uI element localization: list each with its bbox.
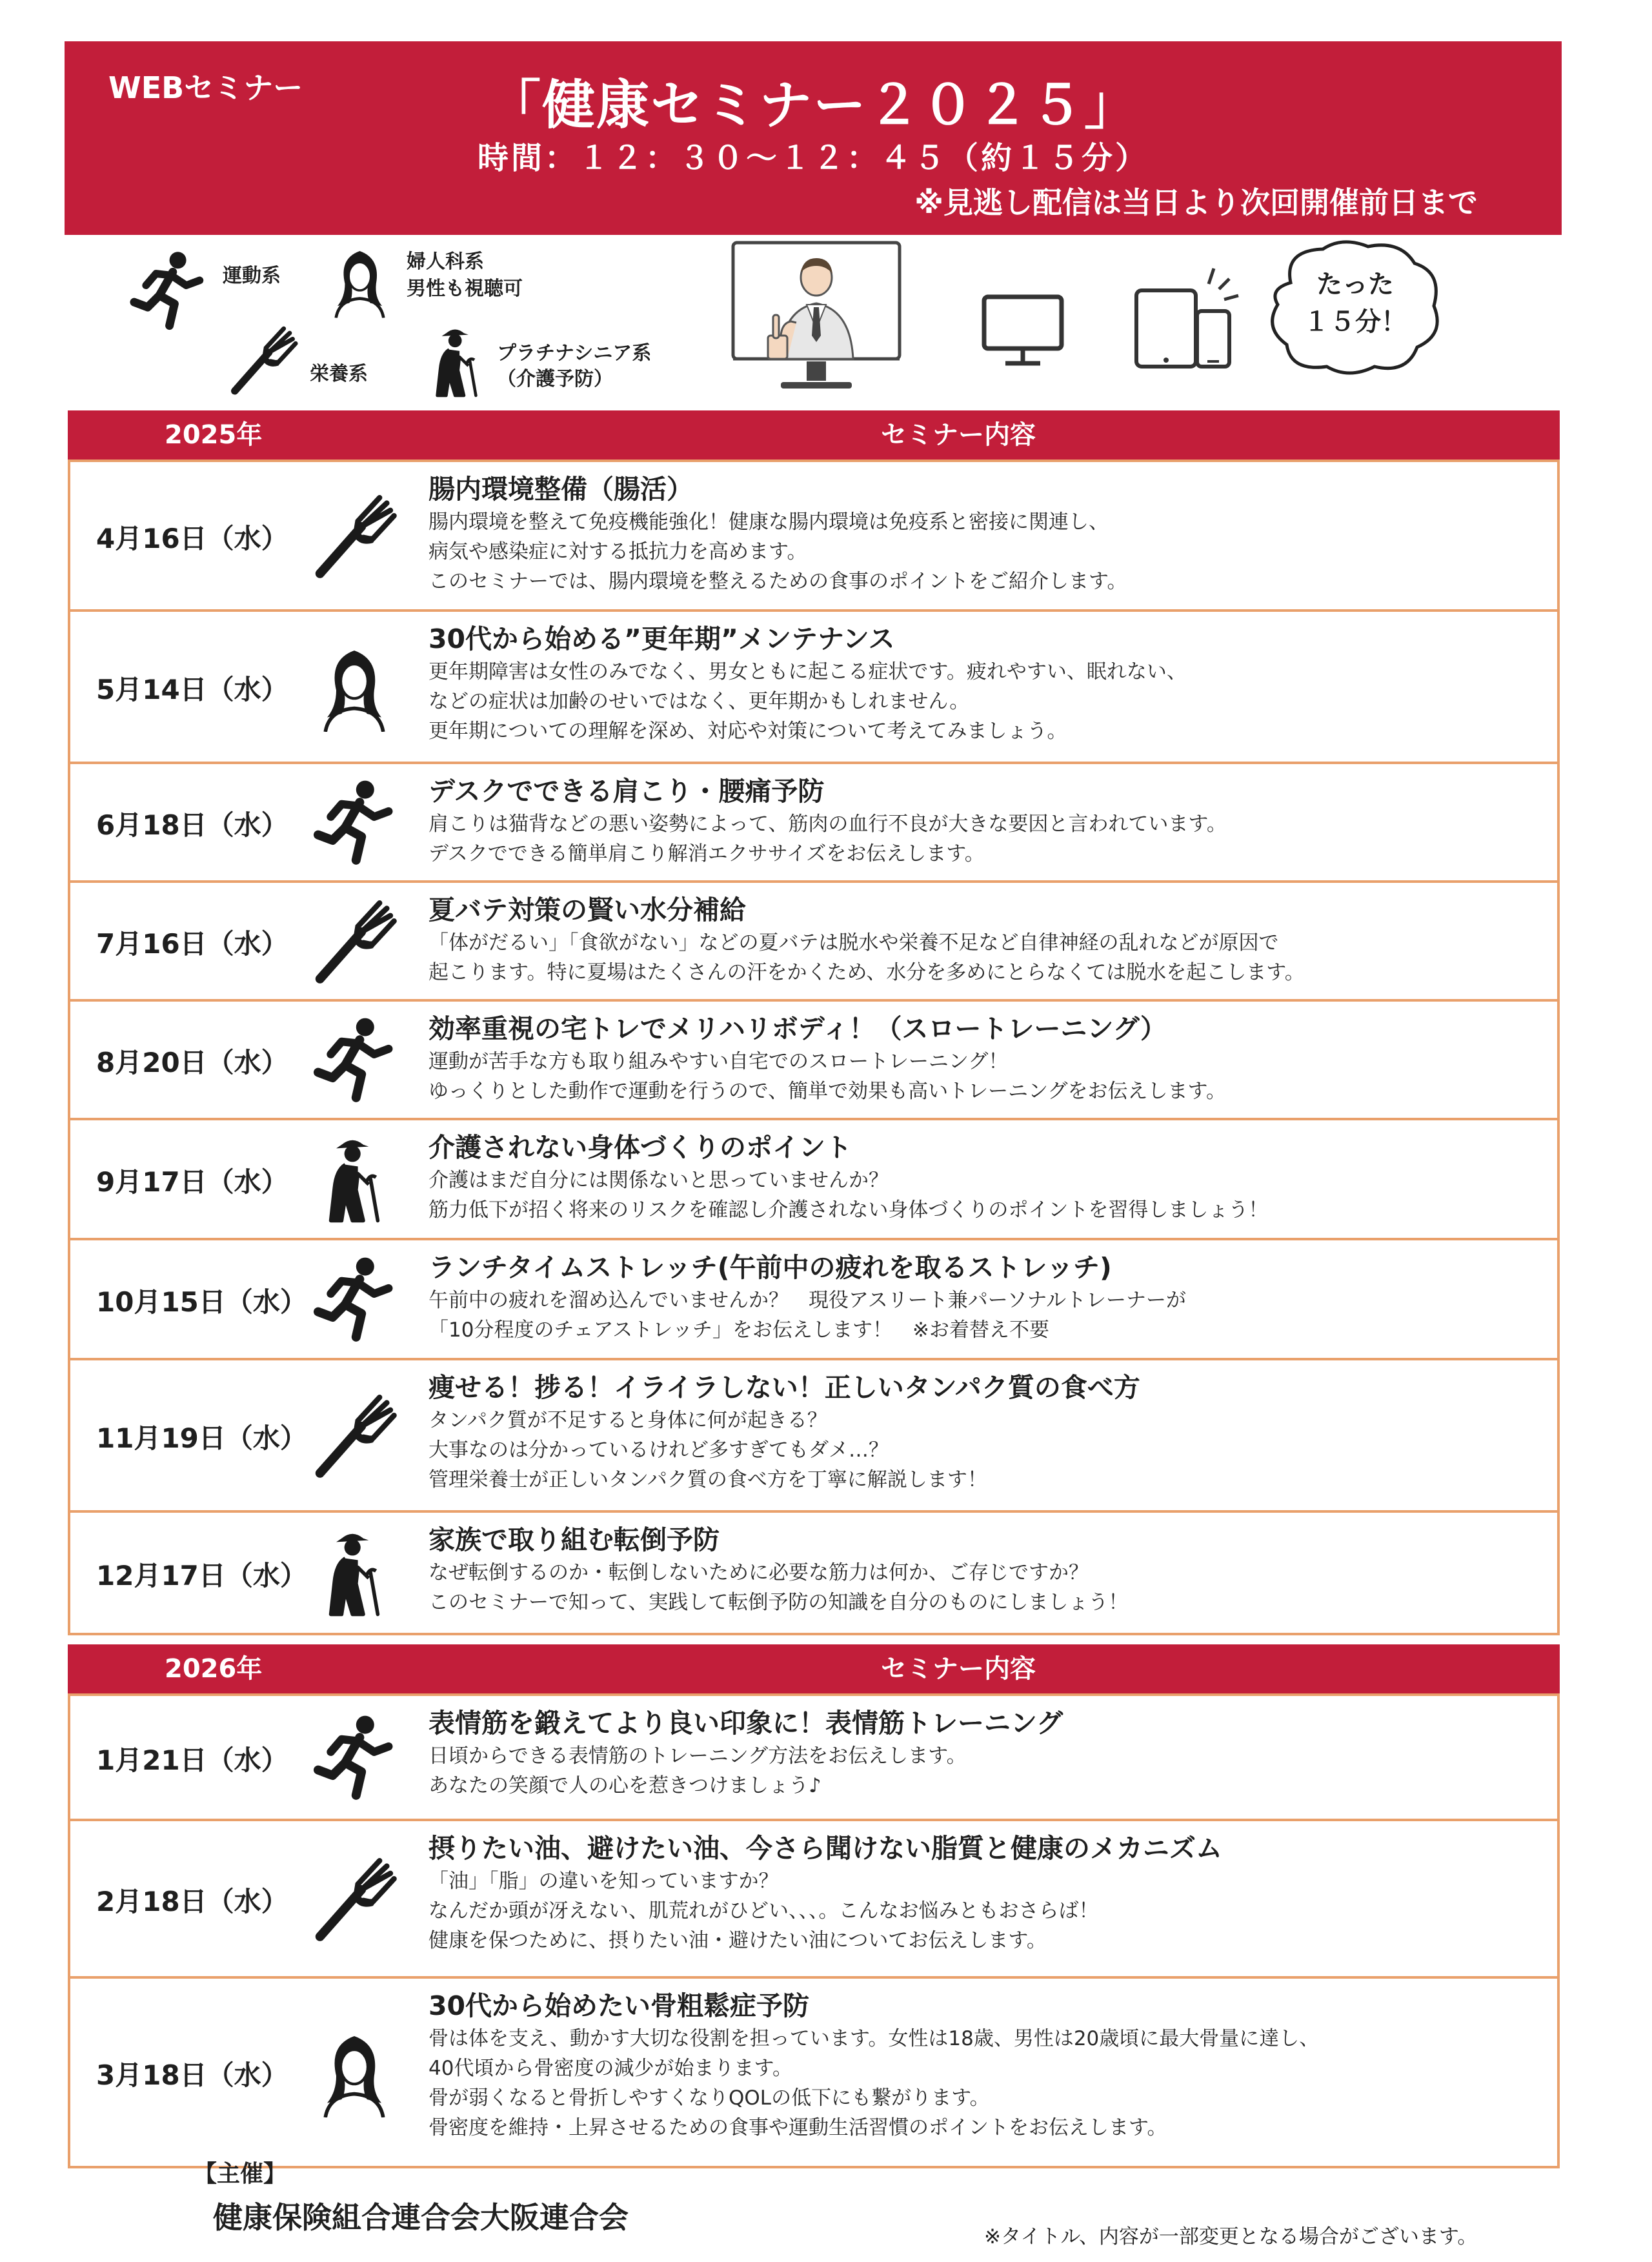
seminar-content — [428, 773, 1552, 869]
seminar-date: 8月20日（水） — [96, 1047, 288, 1078]
seminar-row — [70, 1510, 1557, 1633]
seminar-date: 12月17日（水） — [96, 1560, 307, 1591]
seminar-content — [428, 471, 1552, 596]
legend-senior-1: プラチナシニア系 — [497, 342, 652, 365]
seminar-row — [70, 1358, 1557, 1510]
seminar-date: 5月14日（水） — [96, 674, 288, 705]
seminar-description-line: このセミナーで知って、実践して転倒予防の知識を自分のものにしましょう！ — [428, 1591, 1129, 1614]
woman-icon — [323, 239, 397, 323]
seminar-date: 3月18日（水） — [96, 2059, 288, 2091]
seminar-row — [70, 1118, 1557, 1238]
seminar-description-line: などの症状は加齢のせいではなく、更年期かもしれません。 — [428, 690, 970, 713]
schedule-2026 — [68, 1644, 1560, 2168]
seminar-title: 腸内環境整備（腸活） — [428, 474, 693, 505]
seminar-description-line: ゆっくりとした動作で運動を行うので、簡単で効果も高いトレーニングをお伝えします。 — [428, 1080, 1226, 1103]
seminar-description-line: 骨が弱くなると骨折しやすくなりQOLの低下にも繋がります。 — [428, 2086, 990, 2110]
seminar-title: 30代から始める”更年期”メンテナンス — [428, 623, 895, 654]
seminar-content — [428, 1522, 1552, 1617]
year-label: 2025年 — [165, 420, 263, 450]
web-seminar-label: WEBセミナー — [108, 70, 303, 105]
tablet-phone-icon — [1133, 265, 1242, 371]
time-info: 時間：１２：３０～１２：４５（約１５分） — [477, 140, 1149, 176]
host-label: 【主催】 — [194, 2161, 287, 2187]
year-header-2025 — [68, 410, 1560, 459]
seminar-row — [70, 459, 1557, 609]
seminar-title: 効率重視の宅トレでメリハリボディ！（スロートレーニング） — [428, 1013, 1167, 1044]
seminar-description-line: 介護はまだ自分には関係ないと思っていませんか？ — [428, 1169, 889, 1192]
seminar-date: 4月16日（水） — [96, 523, 288, 554]
seminar-content — [428, 1129, 1552, 1225]
seminar-title: 家族で取り組む転倒予防 — [428, 1524, 720, 1555]
seminar-date: 2月18日（水） — [96, 1886, 288, 1917]
bubble-text — [1265, 266, 1446, 341]
seminar-date: 1月21日（水） — [96, 1744, 288, 1776]
column-label: セミナー内容 — [881, 1654, 1036, 1684]
seminar-description-line: 健康を保つために、摂りたい油・避けたい油についてお伝えします。 — [428, 1929, 1047, 1952]
senior-icon — [309, 1528, 399, 1618]
seminar-content — [428, 1705, 1552, 1801]
seminar-description-line: 「体がだるい」「食欲がない」などの夏バテは脱水や栄養不足など自律神経の乱れなどが原因で — [428, 931, 1279, 954]
seminar-row — [70, 762, 1557, 880]
disclaimer: ※タイトル、内容が一部変更となる場合がございます。 — [984, 2225, 1478, 2248]
seminar-title: 夏バテ対策の賢い水分補給 — [428, 894, 746, 925]
seminar-description-line: 更年期障害は女性のみでなく、男女ともに起こる症状です。疲れやすい、眠れない、 — [428, 660, 1187, 683]
seminar-row — [70, 880, 1557, 999]
seminar-description-line: 骨密度を維持・上昇させるための食事や運動生活習慣のポイントをお伝えします。 — [428, 2116, 1167, 2139]
seminar-description-line: 「油」「脂」の違いを知っていますか？ — [428, 1870, 779, 1893]
seminar-description-line: 肩こりは猫背などの悪い姿勢によって、筋肉の血行不良が大きな要因と言われています。 — [428, 813, 1227, 836]
column-label: セミナー内容 — [881, 420, 1036, 450]
seminar-date: 7月16日（水） — [96, 928, 288, 960]
seminar-title: 30代から始めたい骨粗鬆症予防 — [428, 1990, 810, 2021]
seminar-date: 11月19日（水） — [96, 1422, 307, 1454]
seminar-description-line: なぜ転倒するのか・転倒しないために必要な筋力は何か、ご存じですか？ — [428, 1561, 1089, 1584]
monitor-icon — [981, 294, 1065, 370]
legend-senior-2: （介護予防） — [497, 368, 613, 390]
page-title: 「健康セミナー２０２５」 — [487, 75, 1138, 136]
seminar-date: 6月18日（水） — [96, 809, 288, 841]
seminar-description-line: 更年期についての理解を深め、対応や対策について考えてみましょう。 — [428, 720, 1067, 743]
replay-note: ※見逃し配信は当日より次回開催前日まで — [914, 185, 1478, 220]
seminar-description-line: 大事なのは分かっているけれど多すぎてもダメ…？ — [428, 1439, 889, 1462]
seminar-title: 表情筋を鍛えてより良い印象に！表情筋トレーニング — [428, 1708, 1063, 1739]
seminar-content — [428, 1988, 1552, 2143]
seminar-date: 9月17日（水） — [96, 1166, 288, 1198]
seminar-description-line: 40代頃から骨密度の減少が始まります。 — [428, 2057, 792, 2080]
bubble-line-2: １５分！ — [1304, 307, 1407, 337]
seminar-description-line: 管理栄養士が正しいタンパク質の食べ方を丁寧に解説します！ — [428, 1468, 987, 1491]
fork-icon — [309, 490, 399, 581]
seminar-list — [68, 459, 1560, 1635]
seminar-title: ランチタイムストレッチ(午前中の疲れを取るストレッチ) — [428, 1252, 1112, 1283]
seminar-description-line: タンパク質が不足すると身体に何が起きる？ — [428, 1409, 827, 1432]
seminar-description-line: 病気や感染症に対する抵抗力を高めます。 — [428, 540, 807, 563]
legend-nutrition: 栄養系 — [310, 363, 368, 385]
seminar-description-line: 筋力低下が招く将来のリスクを確認し介護されない身体づくりのポイントを習得しましょう！ — [428, 1198, 1269, 1222]
seminar-title: 介護されない身体づくりのポイント — [428, 1132, 852, 1163]
seminar-content — [428, 1830, 1552, 1955]
seminar-description-line: あなたの笑顔で人の心を惹きつけましょう♪ — [428, 1774, 821, 1797]
woman-icon — [309, 2027, 399, 2117]
woman-icon — [309, 641, 399, 732]
seminar-content — [428, 892, 1552, 987]
fork-icon — [219, 323, 307, 397]
seminar-content — [428, 1011, 1552, 1106]
seminar-description-line: 「10分程度のチェアストレッチ」をお伝えします！ ※お着替え不要 — [428, 1318, 1049, 1342]
year-header-2026 — [68, 1644, 1560, 1693]
senior-icon — [419, 323, 494, 400]
seminar-row — [70, 1976, 1557, 2166]
seminar-row — [70, 1693, 1557, 1819]
seminar-description-line: デスクでできる簡単肩こり解消エクササイズをお伝えします。 — [428, 842, 985, 865]
seminar-row — [70, 1238, 1557, 1358]
presenter-monitor-icon — [729, 239, 903, 397]
seminar-description-line: 腸内環境を整えて免疫機能強化！健康な腸内環境は免疫系と密接に関連し、 — [428, 510, 1109, 534]
seminar-description-line: 骨は体を支え、動かす大切な役割を担っています。女性は18歳、男性は20歳頃に最大骨量に達し、 — [428, 2027, 1320, 2050]
bubble-line-1: たった — [1316, 270, 1394, 299]
fork-icon — [309, 896, 399, 986]
runner-icon — [309, 777, 399, 867]
runner-icon — [309, 1015, 399, 1105]
seminar-title: 摂りたい油、避けたい油、今さら聞けない脂質と健康のメカニズム — [428, 1833, 1222, 1864]
seminar-content — [428, 1249, 1552, 1345]
seminar-content — [428, 621, 1552, 746]
seminar-description-line: 運動が苦手な方も取り組みやすい自宅でのスロートレーニング！ — [428, 1050, 1009, 1073]
seminar-title: 痩せる！捗る！イライラしない！正しいタンパク質の食べ方 — [428, 1372, 1140, 1403]
runner-icon — [309, 1254, 399, 1344]
year-label: 2026年 — [165, 1654, 263, 1684]
runner-icon — [309, 1712, 399, 1803]
seminar-date: 10月15日（水） — [96, 1286, 307, 1318]
seminar-row — [70, 999, 1557, 1118]
legend-gynecology-2: 男性も視聴可 — [407, 278, 523, 300]
header-banner — [65, 41, 1562, 235]
seminar-description-line: 日頃からできる表情筋のトレーニング方法をお伝えします。 — [428, 1744, 967, 1768]
seminar-list — [68, 1693, 1560, 2168]
seminar-description-line: 起こります。特に夏場はたくさんの汗をかくため、水分を多めにとらなくては脱水を起こします。 — [428, 961, 1305, 984]
seminar-title: デスクでできる肩こり・腰痛予防 — [428, 776, 825, 807]
legend-exercise: 運動系 — [223, 265, 281, 287]
legend-gynecology-1: 婦人科系 — [407, 250, 484, 273]
seminar-content — [428, 1369, 1552, 1495]
fork-icon — [309, 1853, 399, 1944]
runner-icon — [126, 248, 210, 332]
schedule-2025 — [68, 410, 1560, 1635]
seminar-row — [70, 1819, 1557, 1976]
senior-icon — [309, 1134, 399, 1224]
host-name: 健康保険組合連合会大阪連合会 — [213, 2200, 629, 2235]
seminar-description-line: なんだか頭が冴えない、肌荒れがひどい、、、。こんなお悩みともおさらば！ — [428, 1899, 1099, 1923]
seminar-description-line: このセミナーでは、腸内環境を整えるための食事のポイントをご紹介します。 — [428, 570, 1127, 593]
seminar-description-line: 午前中の疲れを溜め込んでいませんか？ 現役アスリート兼パーソナルトレーナーが — [428, 1289, 1186, 1312]
seminar-row — [70, 609, 1557, 762]
fork-icon — [309, 1390, 399, 1480]
